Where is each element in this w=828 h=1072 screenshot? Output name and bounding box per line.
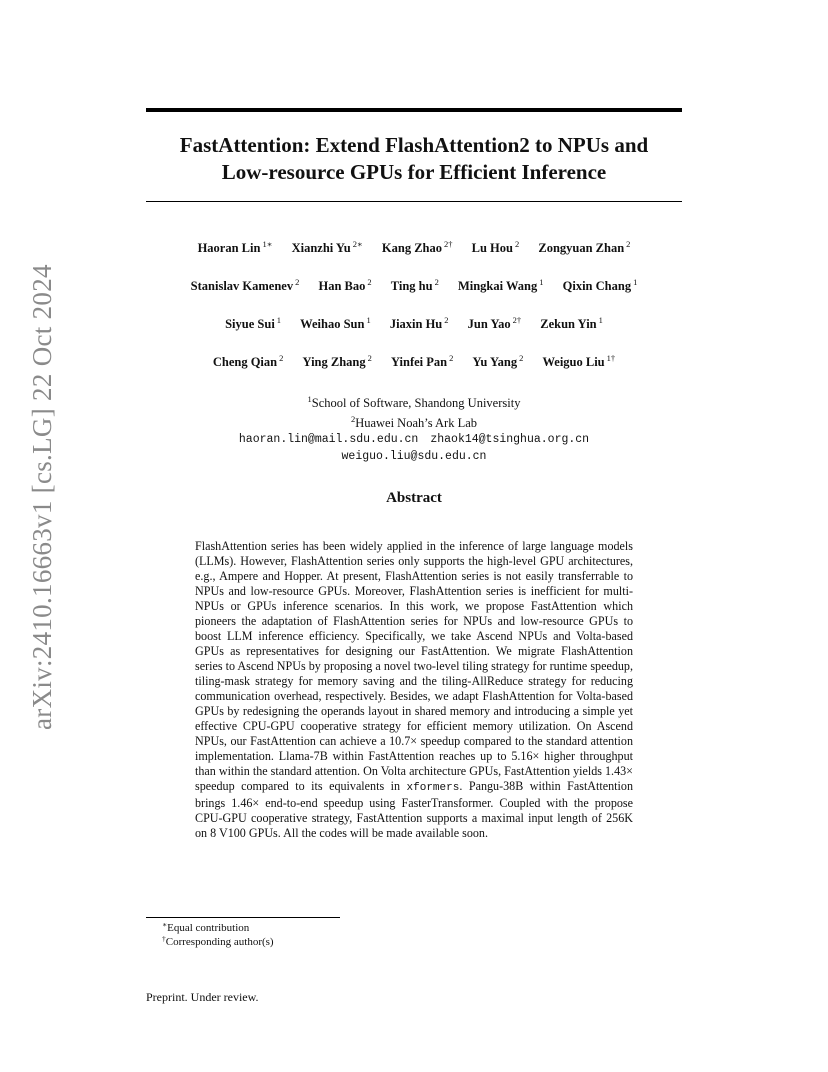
title-rule-bottom <box>146 201 682 202</box>
arxiv-stamp: arXiv:2410.16663v1 [cs.LG] 22 Oct 2024 <box>27 264 57 730</box>
title-line: Low-resource GPUs for Efficient Inference <box>221 160 607 184</box>
author: Ting hu $^2$ <box>390 277 439 293</box>
abstract-heading: Abstract <box>386 490 442 506</box>
email-link[interactable]: weiguo.liu@sdu.edu.cn <box>341 449 487 463</box>
email-row <box>146 448 682 465</box>
footnote: ∗Equal contribution <box>162 920 250 934</box>
author: Lu Hou $^2$ <box>471 239 520 255</box>
author: Cheng Qian $^2$ <box>212 353 284 369</box>
author: Jun Yao $^{2\dagger}$ <box>467 315 522 331</box>
author: Han Bao $^2$ <box>318 277 372 293</box>
affiliation: $^2$Huawei Noah’s Ark Lab <box>350 413 478 430</box>
title-line: FastAttention: Extend FlashAttention2 to NPUs and <box>179 133 649 157</box>
author: Ying Zhang $^2$ <box>302 353 372 369</box>
title-rule-top <box>146 108 682 112</box>
author: Qixin Chang $^1$ <box>562 277 638 293</box>
author: Jiaxin Hu $^2$ <box>389 315 449 331</box>
footnote: †Corresponding author(s) <box>162 934 274 948</box>
author-row <box>146 239 682 256</box>
author: Weiguo Liu $^{1\dagger}$ <box>542 353 616 369</box>
paper-title <box>146 132 682 186</box>
author: Zekun Yin $^1$ <box>540 315 603 331</box>
author: Weihao Sun $^1$ <box>300 315 371 331</box>
author: Kang Zhao $^{2\dagger}$ <box>381 239 453 255</box>
footnote-rule <box>146 917 340 918</box>
author: Mingkai Wang $^1$ <box>457 277 544 293</box>
author-row <box>146 277 682 294</box>
author-row <box>146 353 682 370</box>
author: Siyue Sui $^1$ <box>225 315 282 331</box>
affiliations <box>146 392 682 464</box>
author: Xianzhi Yu $^{2∗}$ <box>291 239 363 255</box>
author: Zongyuan Zhan $^2$ <box>538 239 631 255</box>
author: Haoran Lin $^{1∗}$ <box>197 239 273 255</box>
affiliation: $^1$School of Software, Shandong University <box>307 394 521 410</box>
author: Yinfei Pan $^2$ <box>390 353 454 369</box>
email-link[interactable]: haoran.lin@mail.sdu.edu.cn <box>238 433 419 446</box>
abstract-body: FlashAttention series has been widely applied in the inference of large language models (LLMs). However, FlashAttention series only supports the high-level GPU architectures, e.g., Ampere and Hopper. At present, FlashAttention series is not easily transferrable to NPUs and low-resource GPUs. Moreover, FlashAttention series is inefficient for multi- NPUs or GPUs inference scenarios. In this work, we propose FastAttention which pioneers the adaptation of FlashAttention series for NPUs and low-resource GPUs to boost LLM inference efficiency. Specifically, we take Ascend NPUs and Volta-based GPUs as representatives for designing our FastAttention. We migrate FlashAttention series to Ascend NPUs by proposing a novel two-level tiling strategy for runtime speedup, tiling-mask strategy for memory saving and the tiling-AllReduce strategy for reducing communication overhead, respectively. Besides, we adapt FlashAttention for Volta-based GPUs by redesigning the operands layout in shared memory and introducing a simple yet effective CPU-GPU cooperative strategy for efficient memory utilization. On Ascend NPUs, our FastAttention can achieve a 10.7× speedup compared to the standard attention implementation. Llama-7B within FastAttention reaches up to 5.16× higher throughput than within the standard attention. On Volta architecture GPUs, FastAttention yields 1.43× speedup compared to its equivalents in xformers. Pangu-38B within FastAttention brings 1.46× end-to-end speedup using FasterTransformer. Coupled with the propose CPU-GPU cooperative strategy, FastAttention supports a maximal input length of 256K on 8 V100 GPUs. All the codes will be made available soon. <box>195 539 633 840</box>
preprint-notice: Preprint. Under review. <box>146 990 259 1004</box>
email-link[interactable]: zhaok14@tsinghua.org.cn <box>430 433 590 446</box>
author-row <box>146 315 682 332</box>
author: Yu Yang $^2$ <box>472 353 524 369</box>
email-row <box>146 431 682 448</box>
author: Stanislav Kamenev $^2$ <box>190 277 300 293</box>
